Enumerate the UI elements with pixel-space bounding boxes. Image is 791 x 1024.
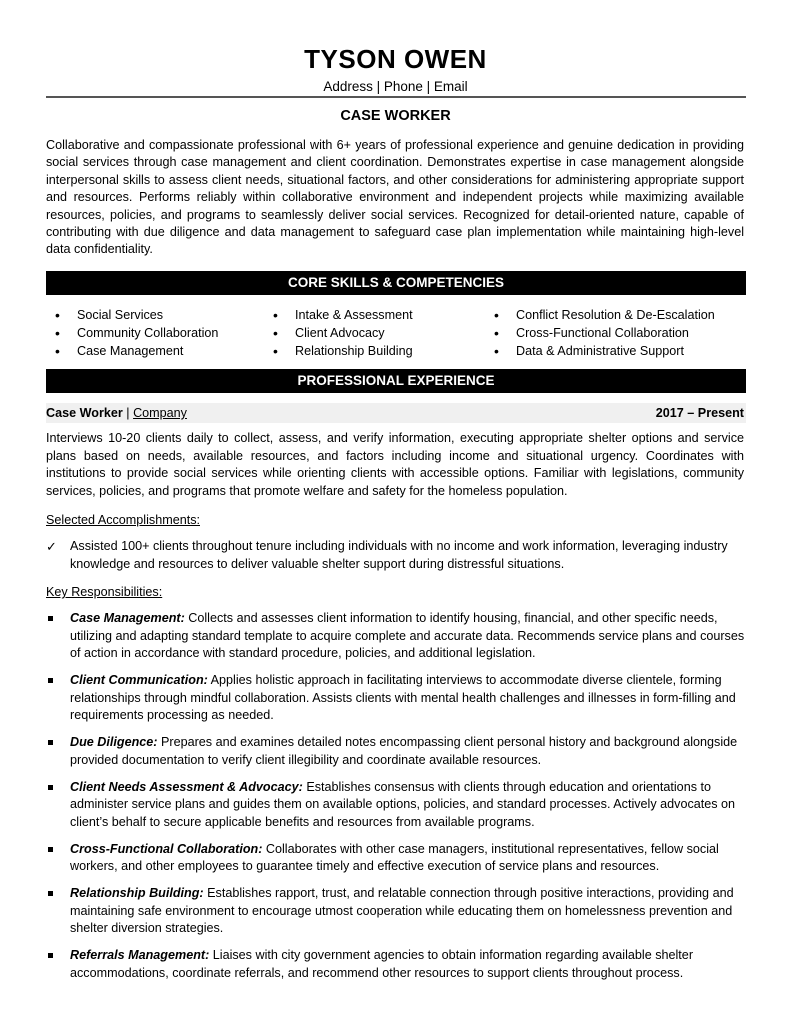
skill-item: • Community Collaboration <box>55 324 218 342</box>
job-role-company <box>46 403 187 423</box>
square-bullet-icon <box>48 740 53 745</box>
skills-column-3 <box>494 306 715 361</box>
responsibility-text: Establishes rapport, trust, and relatable connection through positive interactions, providing and maintaining safe environment to encourage utmost cooperation while educating them on homelessness prevention and shelter diversion strategies. <box>70 886 734 935</box>
responsibility-item <box>46 779 746 832</box>
accomplishment-text: Assisted 100+ clients throughout tenure including individuals with no income and work information, leveraging industry knowledge and resources to deliver valuable shelter support during distressful situations. <box>70 539 728 571</box>
company-name: Company <box>133 406 187 420</box>
responsibility-item <box>46 734 746 769</box>
skill-item: • Relationship Building <box>273 342 413 360</box>
responsibility-text: Collaborates with other case managers, institutional representatives, fellow social workers, and other employees to guarantee timely and effective execution of service plans and resources. <box>70 841 719 873</box>
square-bullet-icon <box>48 953 53 958</box>
skills-column-2 <box>273 306 413 361</box>
skill-item: • Cross-Functional Collaboration <box>494 324 715 342</box>
role-company-separator: | <box>126 406 130 420</box>
professional-summary: Collaborative and compassionate professional with 6+ years of professional experience and genuine dedication in providing social services through case management and client coordination. Demonstrates expertise in case management alongside interpersonal skills to assess client needs, situational factors, and other considerations for administering appropriate support and resources. Performs reliably within collaborative environment and independent projects while maximizing available resources, policies, and programs to seamlessly deliver social services. Recognized for detail-oriented nature, capable of contributing with due diligence and data management to safeguard case plan implementation while maintaining high-level data confidentiality. <box>46 138 744 257</box>
accomplishments-heading: Selected Accomplishments: <box>46 513 200 527</box>
responsibility-text: Establishes consensus with clients through education and orientations to administer service plans and guides them on available options, policies, and standard processes. Actively advocates on client’s behalf to secure applicable benefits and resources from available programs. <box>70 779 736 829</box>
job-overview: Interviews 10-20 clients daily to collect, assess, and verify information, executing appropriate shelter options and service plans based on needs, available resources, and factors including income and situational urgency. Coordinates with institutions to provide social services while orienting clients with accessible options. Familiar with legislations, community services, policies, and programs that promote welfare and safety for the homeless population. <box>46 431 744 498</box>
responsibility-label: Client Needs Assessment & Advocacy: <box>70 779 303 794</box>
skill-item: • Case Management <box>55 342 218 360</box>
skills-heading-bar: CORE SKILLS & COMPETENCIES <box>46 271 746 295</box>
square-bullet-icon <box>48 616 53 621</box>
responsibility-text: Prepares and examines detailed notes encompassing client personal history and background alongside provided documentation to verify client illegibility and coordinate available resources. <box>70 735 738 767</box>
responsibility-label: Due Diligence: <box>70 735 158 749</box>
square-bullet-icon <box>48 785 53 790</box>
job-role: Case Worker <box>46 406 123 420</box>
skills-column-1 <box>55 306 218 361</box>
responsibility-item <box>46 610 746 663</box>
job-dates: 2017 – Present <box>655 406 744 420</box>
responsibility-label: Case Management: <box>70 611 185 625</box>
responsibilities-list <box>46 610 746 992</box>
responsibility-item <box>46 947 746 982</box>
job-header-row <box>46 403 746 423</box>
candidate-name: TYSON OWEN <box>304 44 487 74</box>
responsibility-label: Referrals Management: <box>70 948 210 962</box>
square-bullet-icon <box>48 847 53 852</box>
responsibility-label: Client Communication: <box>70 673 208 687</box>
responsibility-text: Collects and assesses client information to identify housing, financial, and other specific needs, utilizing and adapting standard template to acquire complete and accurate data. Recommends service plans and courses of action in accordance with standard procedure, policies, and additional legislation. <box>70 611 745 660</box>
skill-item: • Conflict Resolution & De-Escalation <box>494 306 715 324</box>
skill-item: • Data & Administrative Support <box>494 342 715 360</box>
responsibility-label: Relationship Building: <box>70 886 204 900</box>
skill-item: • Social Services <box>55 306 218 324</box>
responsibility-item <box>46 885 746 938</box>
responsibilities-heading: Key Responsibilities: <box>46 585 163 599</box>
accomplishment-item <box>46 538 746 573</box>
responsibility-label: Cross-Functional Collaboration: <box>70 841 263 856</box>
responsibility-item <box>46 672 746 725</box>
experience-heading-bar: PROFESSIONAL EXPERIENCE <box>46 369 746 393</box>
responsibility-text: Applies holistic approach in facilitating interviews to accommodate diverse clientele, forming relationships through mindful collaboration. Assists clients with mental health challenges and illnesses in form-filling and requirements processing as needed. <box>70 673 736 722</box>
square-bullet-icon <box>48 891 53 896</box>
square-bullet-icon <box>48 678 53 683</box>
checkmark-icon: ✓ <box>46 539 57 554</box>
job-title: CASE WORKER <box>340 108 451 124</box>
skill-item: • Intake & Assessment <box>273 306 413 324</box>
responsibility-text: Liaises with city government agencies to obtain information regarding available shelter accommodations, coordinate referrals, and recommend other resources to support clients throughout process. <box>70 948 694 980</box>
skill-item: • Client Advocacy <box>273 324 413 342</box>
header-divider <box>46 96 746 98</box>
responsibility-item <box>46 841 746 876</box>
contact-line: Address | Phone | Email <box>323 79 468 94</box>
